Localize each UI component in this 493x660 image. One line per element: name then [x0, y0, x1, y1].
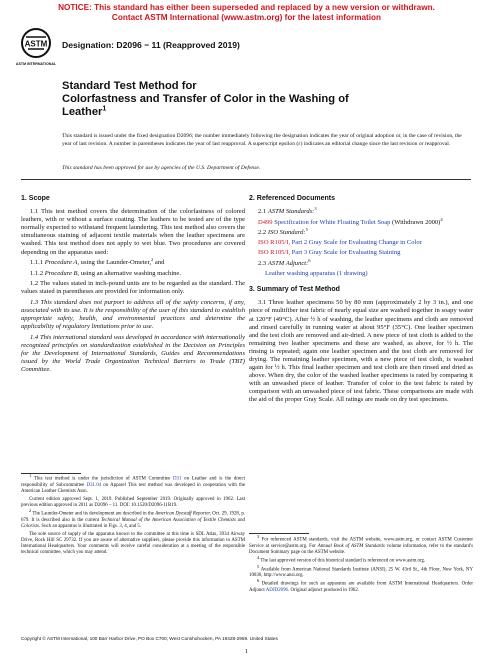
references-heading: 2. Referenced Documents: [249, 195, 335, 202]
ref-adjunct[interactable]: Leather washing apparatus (1 drawing): [265, 270, 368, 278]
astm-logo-icon: [15, 27, 57, 69]
title-line-1: Standard Test Method for: [62, 80, 197, 92]
title-footnote-ref[interactable]: 1: [102, 105, 107, 113]
ref-iso-part3[interactable]: ISO R105/I, Part 3 Gray Scale for Evaluating Staining: [258, 249, 401, 257]
para-1-2: 1.2 The values stated in inch-pound units are to be regarded as the standard. The values stated in parentheses are provided for information only.: [21, 280, 245, 296]
footnote-3: $^3$ For referenced ASTM standards, visit the ASTM website, www.astm.org, or contact ASTM Customer Service at service@astm.org. For Annual Book of ASTM Standards volume information, refer to the standard's Document Summary page on the ASTM website.: [249, 534, 473, 555]
notice-line-2: Contact ASTM International (www.astm.org) for the latest information: [111, 13, 382, 22]
designation: Designation: D2096 − 11 (Reapproved 2019): [62, 40, 240, 50]
logo-text: ASTM INTERNATIONAL: [15, 62, 57, 66]
footnote-5: $^5$ Available from American National Standards Institute (ANSI), 25 W. 43rd St., 4th Floor, New York, NY 10036, http://www.ansi.org.: [249, 563, 473, 579]
adjunct-link[interactable]: ADJD2096: [265, 588, 288, 594]
dod-approval-note: This standard has been approved for use by agencies of the U.S. Department of Defense.: [62, 165, 261, 171]
right-column: [249, 187, 473, 407]
para-1-4: 1.4 This international standard was developed in accordance with internationally recognized principles on standardization established in the Decision on Principles for the Development of International Standards, Guides and Recommendations issued by the World Trade Organization Technical Barriers to Trade (TBT) Committee.: [21, 333, 245, 374]
d31-link[interactable]: D31: [173, 476, 182, 482]
document-title: [62, 80, 462, 119]
designation-abstract: This standard is issued under the fixed designation D2096; the number immediately following the designation indicates the year of original adoption or, in the case of revision, the year of last revision. A number in parentheses indicates the year of last reapproval. A superscript epsilon (ε) indicates an editorial change since the last revision or reapproval.: [62, 133, 462, 147]
para-1-1-2: 1.1.2 Procedure B, using an alternative washing machine.: [30, 269, 181, 277]
para-3-1: 3.1 Three leather specimens 50 by 80 mm (approximately 2 by 3 in.), and one piece of multifiber test fabric of nearly equal size are washed together in soapy water at 120°F (49°C). After ½ h of washing, the leather specimens and cloth are removed and rinsed carefully in running water at about 95°F (35°C). One leather specimen and the test cloth are removed and air-dried. A new piece of test cloth is added to the remaining two leather specimens and these are washed, as above, for ½ h. The rinsing is repeated; again one leather specimen and the test cloth are removed for drying. The remaining leather specimen, with a new piece of test cloth, is washed again for ½ h. This final leather specimen and test cloth are then rinsed and dried as above. When dry, the color of the washed leather specimens is rated by comparing it with an unwashed piece of leather. Transfer of color to the test fabric is rated by comparison with an unwashed piece of test fabric. These comparisons are made with the aid of the proper Gray Scale. All ratings are made on dry test specimens.: [249, 299, 473, 404]
astm-standards-label: 2.1 ASTM Standards:$^3$: [258, 205, 317, 216]
summary-heading: 3. Summary of Test Method: [249, 286, 340, 294]
footnote-4: $^4$ The last approved version of this historical standard is referenced on www.astm.org.: [257, 554, 426, 564]
d31-04-link[interactable]: D31.04: [86, 482, 102, 488]
ref-d499[interactable]: D499 Specification for White Floating Toilet Soap (Withdrawn 2000)$^4$: [258, 216, 443, 226]
title-line-3: Leather: [62, 106, 103, 118]
footnote-ref-2[interactable]: 2: [151, 256, 154, 262]
para-1-3: 1.3 This standard does not purport to address all of the safety concerns, if any, associated with its use. It is the responsibility of the user of this standard to establish appropriate safety, health, and environmental practices and determine the applicability of regulatory limitations prior to use.: [21, 299, 245, 331]
header-divider: [21, 179, 471, 180]
title-line-2: Colorfastness and Transfer of Color in the Washing of: [62, 93, 349, 105]
withdrawn-notice: [0, 3, 493, 23]
astm-adjunct-label: 2.3 ASTM Adjunct:$^6$: [258, 257, 311, 267]
para-1-1: 1.1 This test method covers the determination of the colorfastness of colored leathers, with or without a surface coating. The leathers to be tested are of the type normally expected to withstand frequent laundering. This test method also covers the simultaneous staining of adjacent textile materials when the leather specimens are washed. This test method does not apply to wet blue. Two procedures are covered depending on the apparatus used:: [21, 208, 245, 256]
footnote-6: $^6$ Detailed drawings for such an apparatus are available from ASTM International Headquarters. Order Adjunct ADJD2096. Original adjunct produced in 1962.: [249, 578, 473, 594]
iso-standard-label: 2.2 ISO Standard:$^5$: [258, 226, 308, 236]
scope-heading: 1. Scope: [21, 195, 50, 202]
left-footnotes: [21, 473, 246, 558]
notice-line-1: NOTICE: This standard has either been superseded and replaced by a new version or withdrawn.: [58, 3, 435, 12]
svg-text:ASTM: ASTM: [24, 39, 48, 49]
footnote-1: $^1$ This test method is under the jurisdiction of ASTM Committee D31 on Leather and is the direct responsibility of Subcommittee D31.04 on Apparel This test method was developed in cooperation with the American Leather Chemists Assn.: [21, 473, 246, 494]
page-number: 1: [244, 648, 249, 655]
left-column: [21, 187, 245, 377]
right-footnotes: [249, 534, 473, 596]
ref-iso-part2[interactable]: ISO R105/I, Part 2 Gray Scale for Evaluating Change in Color: [258, 239, 422, 247]
footnote-2: $^2$ The Launder-Ometer and its development are described in the American Dyestuff Reporter, Oct. 29, 1928, p. 679. It is described also in the current Technical Manual of the American Association of Textile Chemists and Colorists. Such an apparatus is illustrated in Figs. 3, 4, and 5.: [21, 508, 245, 529]
footnote-2-supplier: The sole source of supply of the apparatus known to the committee at this time is SDL Atlas, 3934 Airway Drive, Rock Hill SC 29732. If you are aware of alternative suppliers, please provide this information to ASTM International Headquarters. Your comments will receive careful consideration at a meeting of the responsible technical committee, which you may attend.: [21, 532, 245, 556]
copyright-line: Copyright © ASTM International, 100 Barr Harbor Drive, PO Box C700, West Conshohocken, PA 19428-2959. United States: [21, 636, 278, 641]
para-1-1-1: 1.1.1 Procedure A, using the Launder-Ometer,$^2$ and: [30, 256, 165, 267]
footnote-1-edition: Current edition approved Sept. 1, 2019. Published September 2019. Originally approved in 1962. Last previous edition approved in 2011 as D2096 – 11. DOI: 10.1520/D2096-11R19.: [21, 496, 245, 508]
